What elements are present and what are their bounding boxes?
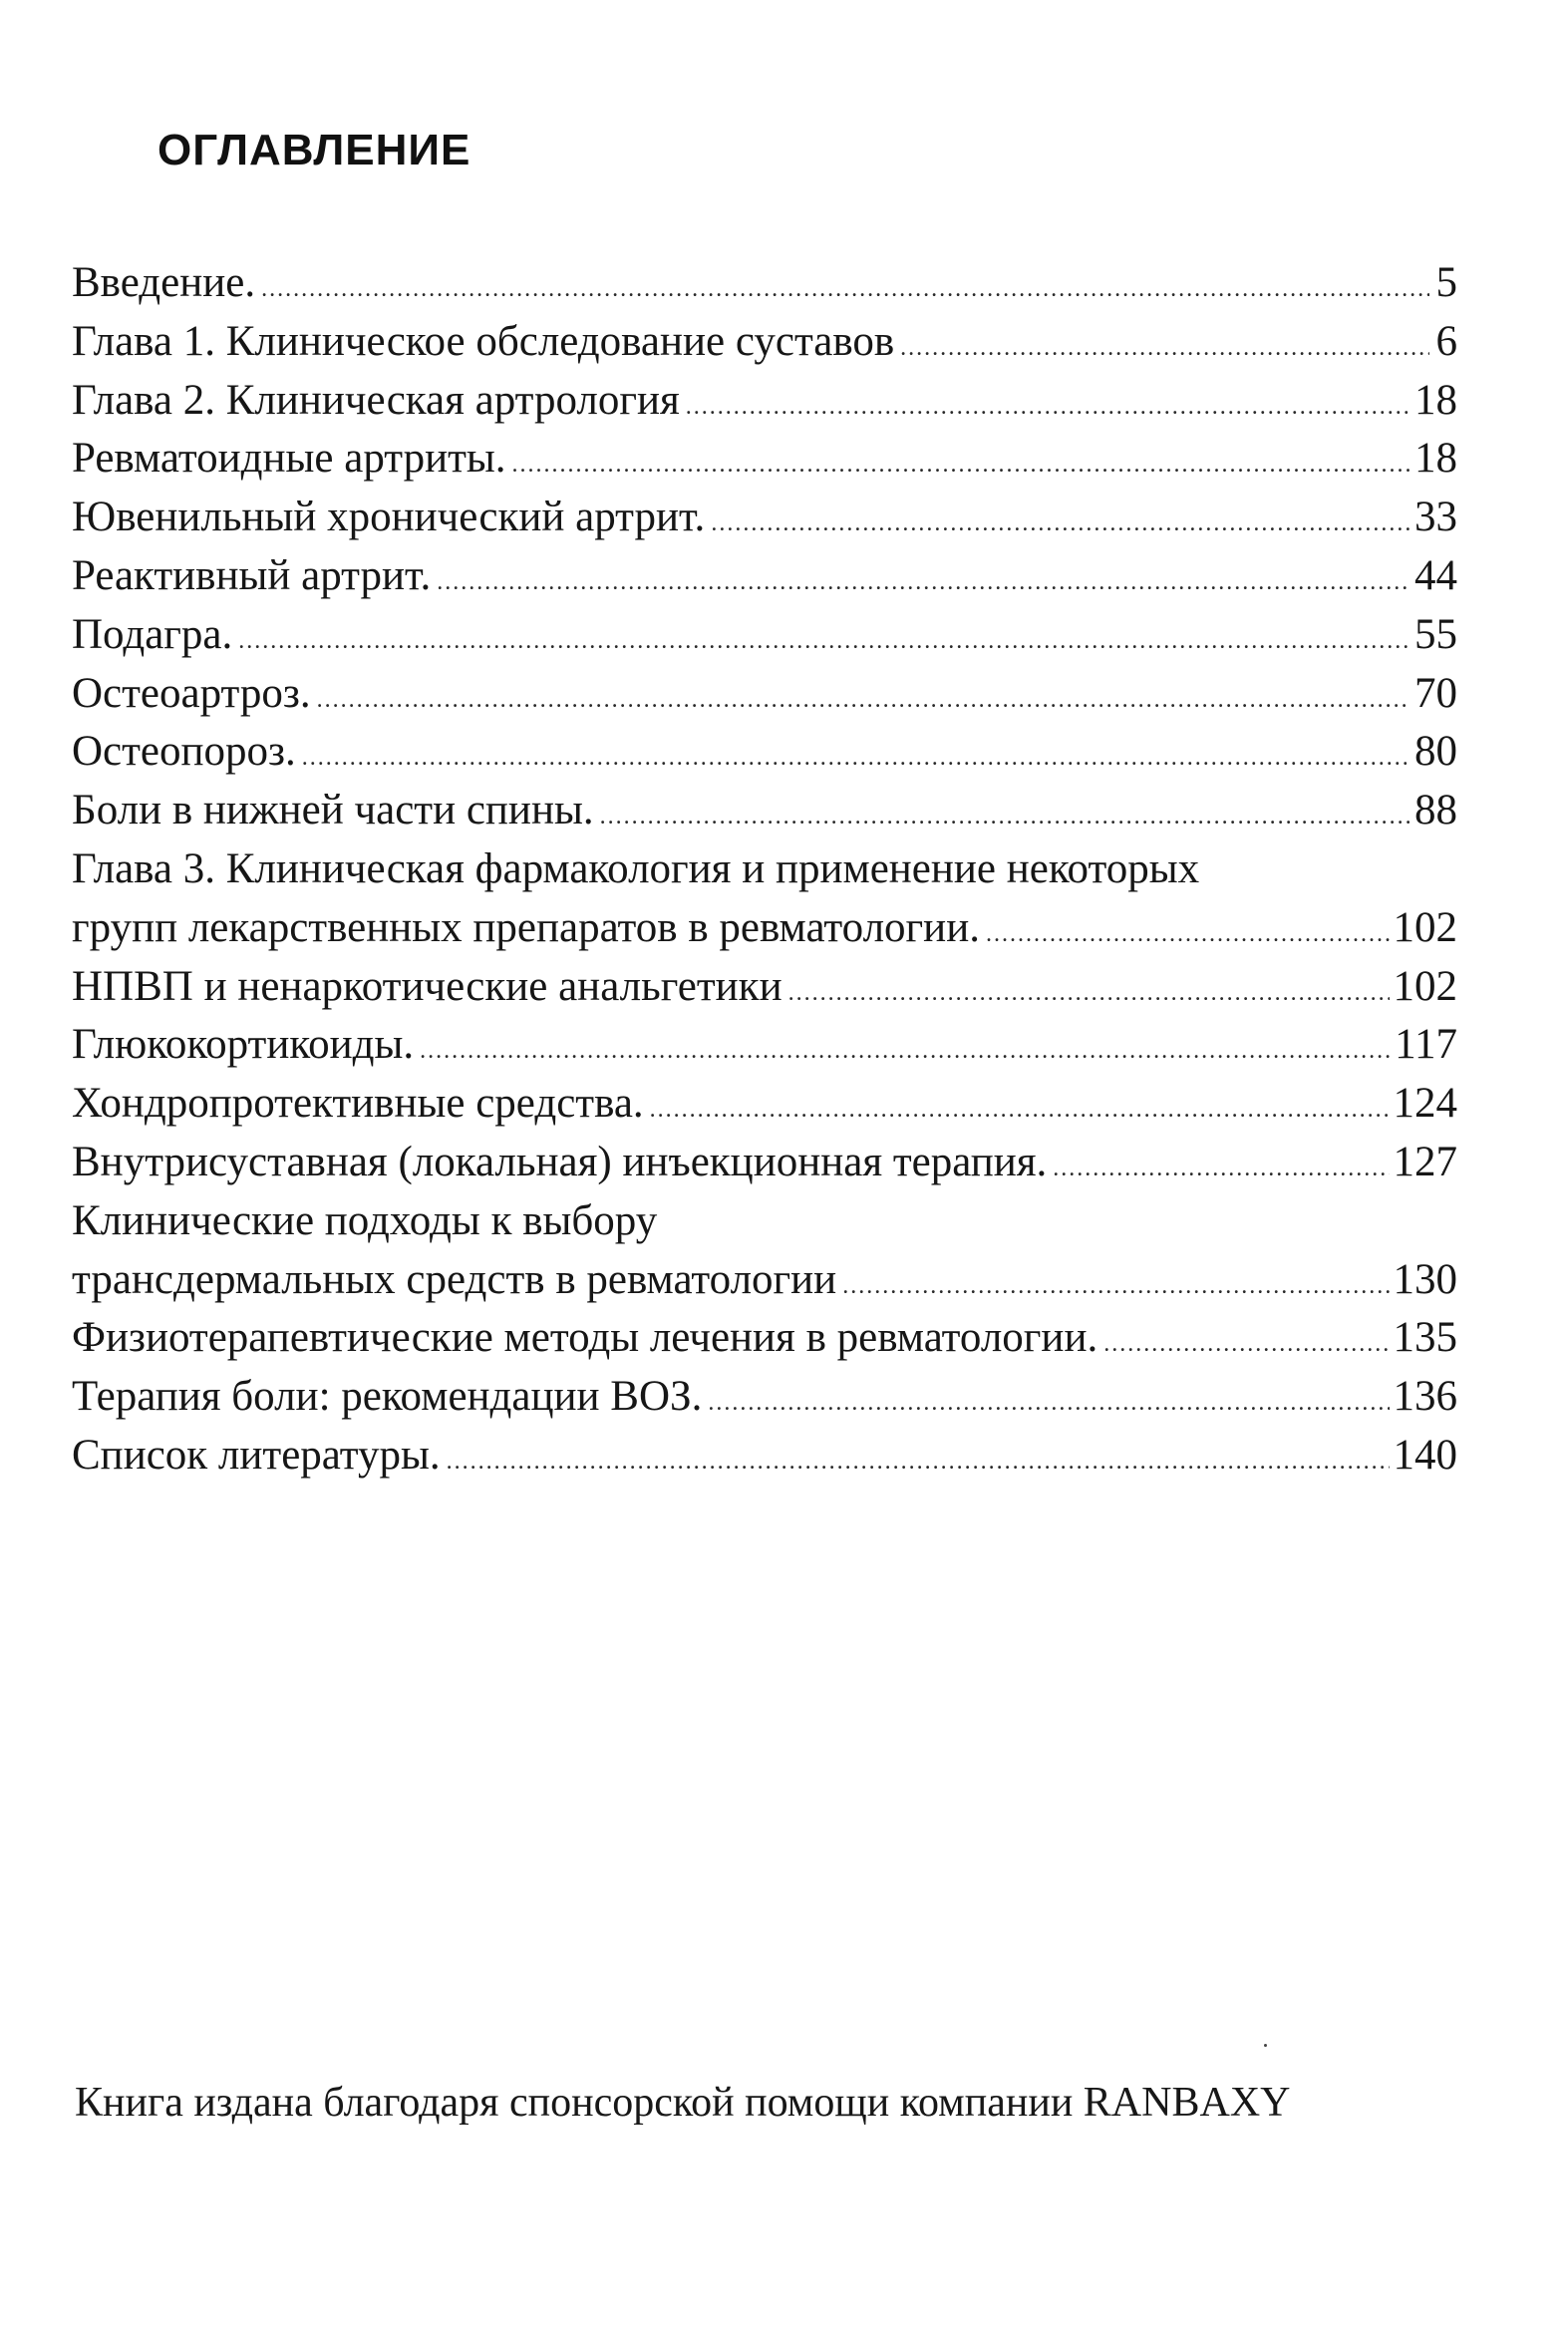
- dot-leader: [686, 378, 1411, 437]
- toc-entry-title: Клинические подходы к выбору: [72, 1196, 658, 1244]
- dot-leader: [447, 1433, 1390, 1492]
- toc-entry: [72, 430, 1457, 489]
- dot-leader: [986, 905, 1390, 964]
- dot-leader: [650, 1081, 1390, 1140]
- toc-entry: [72, 254, 1457, 313]
- toc-entry-title: Введение.: [72, 259, 256, 306]
- toc-entry-page: 140: [1393, 1431, 1457, 1479]
- toc-entry: [72, 723, 1457, 782]
- dot-leader: [1053, 1140, 1389, 1198]
- dot-leader: [600, 788, 1411, 846]
- dot-leader: [261, 260, 1429, 319]
- toc-entry-page: 44: [1414, 551, 1457, 599]
- dot-leader: [788, 964, 1390, 1023]
- toc-entry-title: НПВП и ненаркотические анальгетики: [72, 962, 783, 1010]
- toc-entry: [72, 665, 1457, 724]
- toc-entry-page: 127: [1393, 1138, 1457, 1185]
- dot-leader: [420, 1022, 1391, 1081]
- toc-entry: [72, 547, 1457, 606]
- toc-entry-title: Список литературы.: [72, 1431, 441, 1479]
- toc-entry-page: 33: [1414, 494, 1457, 541]
- toc-entry-title: Хондропротективные средства.: [72, 1080, 644, 1128]
- toc-entry-page: 136: [1393, 1373, 1457, 1421]
- dot-leader: [302, 729, 1411, 788]
- toc-entry-title: Подагра.: [72, 610, 233, 658]
- dot-leader: [1103, 1315, 1389, 1374]
- toc-entry: [72, 606, 1457, 665]
- toc-entry-title: Ревматоидные артриты.: [72, 435, 506, 483]
- toc-entry: [72, 840, 1457, 899]
- toc-entry-title: Физиотерапевтические методы лечения в ревматологии.: [72, 1314, 1098, 1362]
- toc-entry-title: Остеоартроз.: [72, 669, 311, 717]
- toc-entry-title: Глюкокортикоиды.: [72, 1021, 415, 1069]
- toc-entry-page: 5: [1435, 259, 1457, 306]
- toc-entry-page: 55: [1414, 610, 1457, 658]
- dot-leader: [437, 553, 1411, 612]
- table-of-contents: [72, 254, 1457, 1486]
- toc-entry: [72, 782, 1457, 840]
- dot-leader: [900, 319, 1429, 378]
- dot-leader: [708, 1374, 1389, 1433]
- toc-entry-page: 130: [1393, 1255, 1457, 1303]
- toc-entry-title: Внутрисуставная (локальная) инъекционная терапия.: [72, 1138, 1048, 1185]
- toc-entry-page: 124: [1393, 1080, 1457, 1128]
- toc-entry-title: Реактивный артрит.: [72, 551, 432, 599]
- toc-entry: [72, 1427, 1457, 1486]
- toc-entry: [72, 899, 1457, 958]
- toc-entry-title: Глава 1. Клиническое обследование суставов: [72, 317, 895, 365]
- toc-entry-page: 117: [1395, 1021, 1457, 1069]
- dot-leader: [842, 1257, 1389, 1316]
- toc-entry: [72, 1368, 1457, 1427]
- toc-entry-page: 135: [1393, 1314, 1457, 1362]
- toc-entry-title: групп лекарственных препаратов в ревматологии.: [72, 903, 980, 951]
- toc-entry: [72, 372, 1457, 431]
- toc-entry-page: 102: [1393, 903, 1457, 951]
- toc-entry: [72, 1309, 1457, 1368]
- toc-entry-title: Глава 2. Клиническая артрология: [72, 376, 680, 424]
- toc-entry: [72, 1192, 1457, 1251]
- toc-entry-title: Остеопороз.: [72, 728, 296, 776]
- print-speck: [1264, 2044, 1267, 2047]
- toc-entry: [72, 958, 1457, 1017]
- toc-entry: [72, 313, 1457, 372]
- page-title: ОГЛАВЛЕНИЕ: [157, 126, 471, 174]
- toc-entry: [72, 1016, 1457, 1075]
- toc-entry-title: Ювенильный хронический артрит.: [72, 494, 706, 541]
- sponsor-note: Книга издана благодаря спонсорской помощи компании RANBAXY: [75, 2080, 1291, 2126]
- dot-leader: [238, 612, 1411, 671]
- toc-entry: [72, 1075, 1457, 1134]
- dot-leader: [317, 671, 1411, 730]
- toc-entry-page: 102: [1393, 962, 1457, 1010]
- toc-entry: [72, 1251, 1457, 1310]
- toc-entry-title: Терапия боли: рекомендации ВОЗ.: [72, 1373, 703, 1421]
- toc-entry-title: Глава 3. Клиническая фармакология и применение некоторых: [72, 844, 1200, 892]
- dot-leader: [711, 495, 1411, 553]
- toc-entry: [72, 1134, 1457, 1192]
- toc-entry-page: 88: [1414, 787, 1457, 834]
- toc-entry: [72, 489, 1457, 547]
- toc-entry-page: 80: [1414, 728, 1457, 776]
- toc-entry-title: трансдермальных средств в ревматологии: [72, 1255, 837, 1303]
- toc-entry-page: 18: [1414, 376, 1457, 424]
- toc-entry-page: 70: [1414, 669, 1457, 717]
- dot-leader: [512, 436, 1411, 495]
- toc-entry-title: Боли в нижней части спины.: [72, 787, 594, 834]
- toc-entry-page: 18: [1414, 435, 1457, 483]
- toc-entry-page: 6: [1435, 317, 1457, 365]
